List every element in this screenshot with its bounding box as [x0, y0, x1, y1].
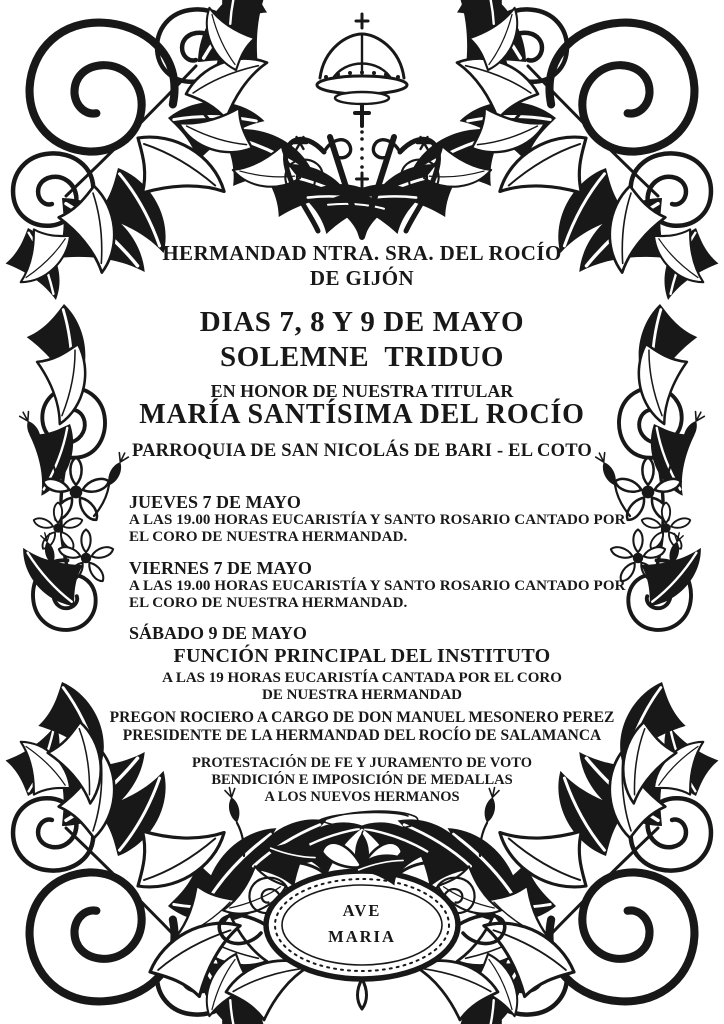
parish-line: PARROQUIA DE SAN NICOLÁS DE BARI - EL COTO	[131, 441, 592, 461]
title-dates: DIAS 7, 8 Y 9 DE MAYO	[199, 306, 525, 338]
pregon-line2: PRESIDENTE DE LA HERMANDAD DEL ROCÍO DE SALAMANCA	[122, 727, 602, 744]
function-line2: DE NUESTRA HERMANDAD	[261, 687, 463, 703]
event-thursday-day: JUEVES 7 DE MAYO	[129, 492, 301, 512]
function-line1: A LAS 19 HORAS EUCARISTÍA CANTADA POR EL CORO	[162, 670, 562, 686]
poster-title	[0, 305, 724, 375]
rites-line1: PROTESTACIÓN DE FE Y JURAMENTO DE VOTO	[192, 755, 532, 771]
event-friday-line1: A LAS 19.00 HORAS EUCARISTÍA Y SANTO ROSARIO CANTADO POR	[129, 578, 626, 594]
titular-name: MARÍA SANTÍSIMA DEL ROCÍO	[139, 399, 585, 430]
event-friday-day: VIERNES 7 DE MAYO	[129, 558, 312, 578]
event-saturday-day: SÁBADO 9 DE MAYO	[129, 623, 307, 643]
event-thursday-line1: A LAS 19.00 HORAS EUCARISTÍA Y SANTO ROSARIO CANTADO POR	[129, 512, 626, 528]
org-line1: HERMANDAD NTRA. SRA. DEL ROCÍO	[162, 241, 562, 265]
crown-icon	[317, 14, 407, 104]
org-line2: DE GIJÓN	[309, 266, 415, 290]
ave-maria-text	[0, 898, 724, 950]
ave-line2: MARIA	[328, 927, 396, 946]
honor-line: EN HONOR DE NUESTRA TITULAR	[210, 381, 514, 401]
pregon-line1: PREGON ROCIERO A CARGO DE DON MANUEL MESONERO PEREZ	[109, 709, 615, 726]
rites-line2: BENDICIÓN E IMPOSICIÓN DE MEDALLAS	[211, 772, 513, 788]
chain-pendant	[355, 106, 369, 141]
event-friday-line2: EL CORO DE NUESTRA HERMANDAD.	[129, 595, 408, 611]
function-title: FUNCIÓN PRINCIPAL DEL INSTITUTO	[173, 645, 551, 667]
ave-line1: AVE	[342, 901, 382, 920]
title-solemn: SOLEMNE TRIDUO	[219, 341, 505, 373]
event-thursday-line2: EL CORO DE NUESTRA HERMANDAD.	[129, 529, 408, 545]
rites-line3: A LOS NUEVOS HERMANOS	[264, 789, 460, 805]
organization-name	[0, 241, 724, 291]
